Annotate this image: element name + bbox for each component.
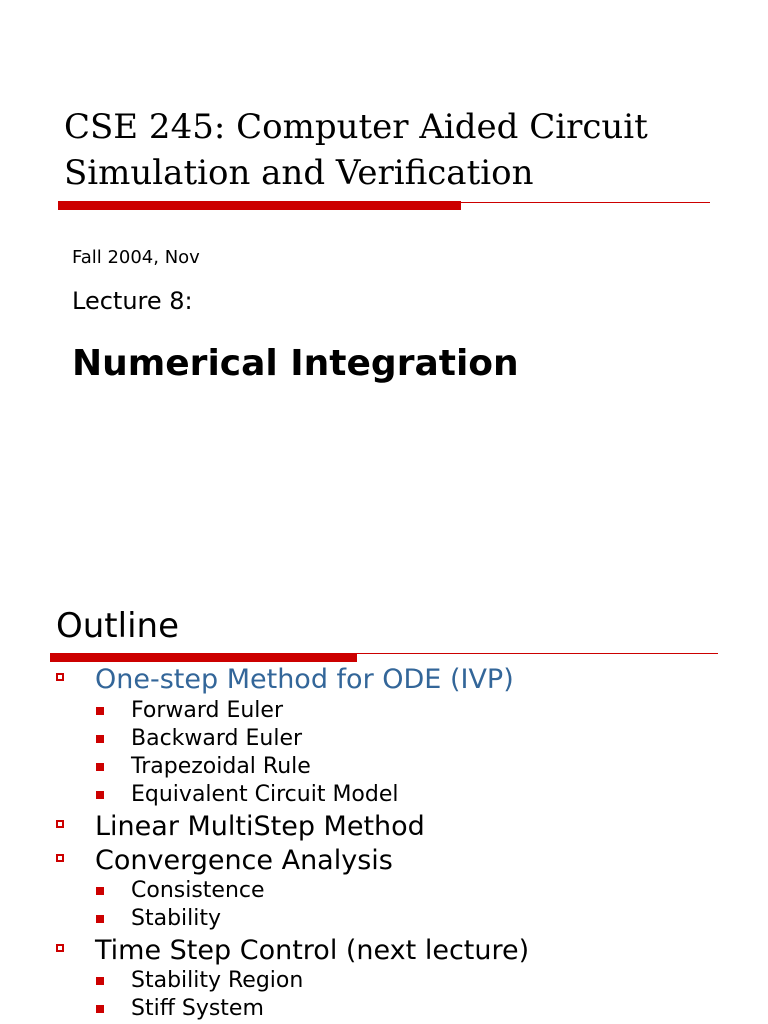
outline-item: Convergence Analysis [95, 845, 393, 876]
lecture-date: Fall 2004, Nov [72, 247, 200, 268]
outline-subitem: Equivalent Circuit Model [131, 782, 399, 807]
outline-title: Outline [56, 606, 180, 646]
outline-subitem: Stiff System [131, 996, 264, 1021]
lecture-number: Lecture 8: [72, 287, 193, 315]
lecture-topic: Numerical Integration [72, 343, 519, 384]
outline-subitem: Consistence [131, 878, 265, 903]
solid-square-bullet-icon [96, 763, 104, 771]
course-title-line-2: Simulation and Verification [64, 153, 534, 193]
outline-item: Linear MultiStep Method [95, 811, 425, 842]
outline-subitem: Backward Euler [131, 726, 303, 751]
course-title-line-1: CSE 245: Computer Aided Circuit [64, 107, 648, 147]
hollow-square-bullet-icon [56, 944, 64, 952]
outline-subitem: Stability [131, 906, 222, 931]
outline-subitem: Forward Euler [131, 698, 284, 723]
solid-square-bullet-icon [96, 915, 104, 923]
outline-item: One-step Method for ODE (IVP) [95, 664, 514, 695]
solid-square-bullet-icon [96, 735, 104, 743]
hollow-square-bullet-icon [56, 854, 64, 862]
solid-square-bullet-icon [96, 707, 104, 715]
outline-subitem: Stability Region [131, 968, 304, 993]
outline-item: Time Step Control (next lecture) [95, 935, 530, 966]
hollow-square-bullet-icon [56, 673, 64, 681]
solid-square-bullet-icon [96, 1005, 104, 1013]
hollow-square-bullet-icon [56, 820, 64, 828]
outline-subitem: Trapezoidal Rule [131, 754, 311, 779]
solid-square-bullet-icon [96, 977, 104, 985]
solid-square-bullet-icon [96, 791, 104, 799]
solid-square-bullet-icon [96, 887, 104, 895]
